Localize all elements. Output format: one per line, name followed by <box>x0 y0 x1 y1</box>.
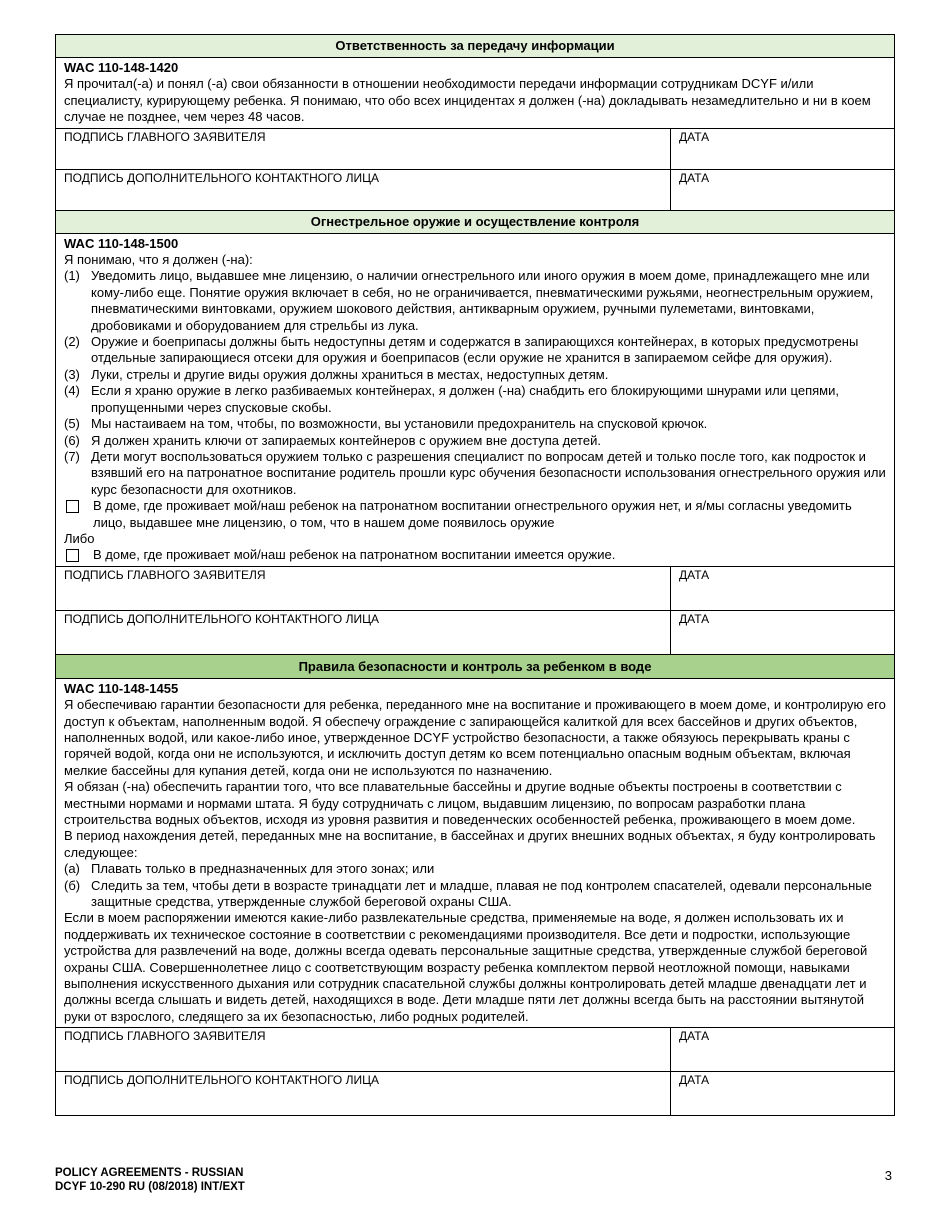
no-firearms-checkbox[interactable] <box>66 500 79 513</box>
intro-text: Я понимаю, что я должен (-на): <box>64 252 253 268</box>
secondary-signature-field[interactable]: ПОДПИСЬ ДОПОЛНИТЕЛЬНОГО КОНТАКТНОГО ЛИЦА <box>56 170 671 210</box>
date-field[interactable]: ДАТА <box>679 1029 710 1044</box>
no-firearms-option <box>64 498 886 531</box>
page-number: 3 <box>884 1168 892 1183</box>
list-item: (1) Уведомить лицо, выдавшее мне лицензию, о наличии огнестрельного или иного оружия в моем доме, принадлежащего мне или кому-либо еще. Понятие оружия включает в себя, но не ограничивается, пневматическими ружьями, неогнестрельным оружием, пневматическими винтовками, оружием шокового действия, антикварным оружием, ручными пулеметами, винтовками, дробовиками и оборудованием для стрельбы из лука. <box>64 268 874 333</box>
section-body-reporting <box>55 57 895 128</box>
date-field[interactable]: ДАТА <box>679 129 710 144</box>
primary-signature-field[interactable]: ПОДПИСЬ ГЛАВНОГО ЗАЯВИТЕЛЯ <box>56 129 671 169</box>
list-item: (2) Оружие и боеприпасы должны быть недоступны детям и содержатся в запирающихся контейнерах, в которых предусмотрены отдельные запирающиеся отсеки для оружия и боеприпасов (если оружие не хранится в запираемом сейфе для оружия). <box>64 334 859 366</box>
form-code: DCYF 10-290 RU (08/2018) INT/EXT <box>55 1181 245 1193</box>
section-body-water-safety <box>55 678 895 1028</box>
paragraph: Я прочитал(-а) и понял (-а) свои обязанности в отношении необходимости передачи информации сотрудникам DCYF и/или специалисту, курирующему ребенка. Я понимаю, что обо всех инцидентах я должен (-на) докладывать незамедлительно и ни в коем случае не позднее, чем через 48 часов. <box>64 76 871 125</box>
form-footer <box>55 1166 245 1194</box>
signature-row-secondary <box>55 610 895 654</box>
date-field[interactable]: ДАТА <box>679 1073 710 1088</box>
or-label: Либо <box>64 530 95 546</box>
signature-row-primary <box>55 128 895 169</box>
signature-row-primary <box>55 1027 895 1071</box>
checkbox-label: В доме, где проживает мой/наш ребенок на патронатном воспитании имеется оружие. <box>93 547 616 563</box>
section-header-reporting: Ответственность за передачу информации <box>55 34 895 57</box>
signature-row-secondary <box>55 169 895 210</box>
form-title: POLICY AGREEMENTS - RUSSIAN <box>55 1167 244 1179</box>
wac-code: WAC 110-148-1455 <box>64 680 179 696</box>
section-body-firearms <box>55 233 895 566</box>
wac-code: WAC 110-148-1500 <box>64 235 179 251</box>
list-item: (3) Луки, стрелы и другие виды оружия должны храниться в местах, недоступных детям. <box>64 366 609 382</box>
list-item: (а) Плавать только в предназначенных для этого зонах; или <box>64 861 435 877</box>
firearms-list <box>64 268 886 498</box>
secondary-signature-field[interactable]: ПОДПИСЬ ДОПОЛНИТЕЛЬНОГО КОНТАКТНОГО ЛИЦА <box>56 1072 671 1115</box>
paragraph: Если в моем распоряжении имеются какие-либо развлекательные средства, применяемые на воде, я должен использовать их и поддерживать их техническое состояние в соответствии с рекомендациями производителя. Все дети и подростки, использующие устройства для развлечений на воде, должны всегда одевать персональные защитные средства, утвержденные службой береговой охраны США. Совершеннолетнее лицо с соответствующим возрасту ребенка комплектом первой неотложной помощи, навыками выполнения искусственного дыхания или сотрудник спасательной службы должны контролировать детей младше двенадцати лет и должны всегда слышать и видеть детей, находящихся в воде. Дети младше пяти лет должны всегда быть на расстоянии вытянутой руки от взрослого, следящего за их безопасностью, либо родных родителей. <box>64 910 868 1024</box>
has-firearms-option <box>64 547 886 563</box>
paragraph: Я обеспечиваю гарантии безопасности для ребенка, переданного мне на воспитание и проживающего в моем доме, и контролирую его доступ к объектам, наполненным водой. Я обеспечу ограждение с запирающейся калиткой для всех бассейнов и других объектов, наполненных водой, или какое-либо иное, утвержденное DCYF устройство безопасности, а также обязуюсь перекрывать краны с горячей водой, когда они не используются, и исключить доступ детям ко всем потенциально опасным водным объектам, включая мелкие бассейны для купания детей, когда они не используются по назначению. <box>64 697 886 778</box>
list-item: (6) Я должен хранить ключи от запираемых контейнеров с оружием вне доступа детей. <box>64 432 601 448</box>
date-field[interactable]: ДАТА <box>679 611 710 626</box>
date-field[interactable]: ДАТА <box>679 170 710 185</box>
wac-code: WAC 110-148-1420 <box>64 60 179 75</box>
list-item: (4) Если я храню оружие в легко разбиваемых контейнерах, я должен (-на) снабдить его блокирующими шнурами или цепями, пропущенными через спусковые скобы. <box>64 383 839 415</box>
has-firearms-checkbox[interactable] <box>66 549 79 562</box>
list-item: (7) Дети могут воспользоваться оружием только с разрешения специалист по вопросам детей и только после того, как подросток и взявший его на патронатное воспитание родитель прошли курс обучения безопасности использования огнестрельного оружия или курс безопасности для охотников. <box>64 448 886 497</box>
section-header-water-safety: Правила безопасности и контроль за ребенком в воде <box>55 654 895 678</box>
checkbox-label: В доме, где проживает мой/наш ребенок на патронатном воспитании огнестрельного оружия нет, и я/мы согласны уведомить лицо, выдавшее мне лицензию, о том, что в нашем доме появилось оружие <box>93 498 852 530</box>
secondary-signature-field[interactable]: ПОДПИСЬ ДОПОЛНИТЕЛЬНОГО КОНТАКТНОГО ЛИЦА <box>56 611 671 654</box>
date-field[interactable]: ДАТА <box>679 567 710 582</box>
primary-signature-field[interactable]: ПОДПИСЬ ГЛАВНОГО ЗАЯВИТЕЛЯ <box>56 1028 671 1071</box>
primary-signature-field[interactable]: ПОДПИСЬ ГЛАВНОГО ЗАЯВИТЕЛЯ <box>56 567 671 610</box>
list-item: (5) Мы настаиваем на том, чтобы, по возможности, вы установили предохранитель на спусковой крючок. <box>64 416 708 432</box>
water-list <box>64 861 886 910</box>
signature-row-secondary <box>55 1071 895 1116</box>
list-item: (б) Следить за тем, чтобы дети в возрасте тринадцати лет и младше, плавая не под контролем спасателей, одевали персональные защитные средства, утвержденные службой береговой охраны США. <box>64 877 872 910</box>
policy-form <box>55 34 895 1116</box>
signature-row-primary <box>55 566 895 610</box>
paragraph: В период нахождения детей, переданных мне на воспитание, в бассейнах и других внешних водных объектах, я буду контролировать следующее: <box>64 828 876 860</box>
paragraph: Я обязан (-на) обеспечить гарантии того, что все плавательные бассейны и другие водные объекты построены в соответствии с местными нормами и нормами штата. Я буду сотрудничать с лицом, выдавшим лицензию, по вопросам разработки плана строительства водных объектов, исходя из уровня развития и поведенческих особенностей ребенка, проживающего в моем доме. <box>64 779 856 827</box>
section-header-firearms: Огнестрельное оружие и осуществление контроля <box>55 210 895 233</box>
